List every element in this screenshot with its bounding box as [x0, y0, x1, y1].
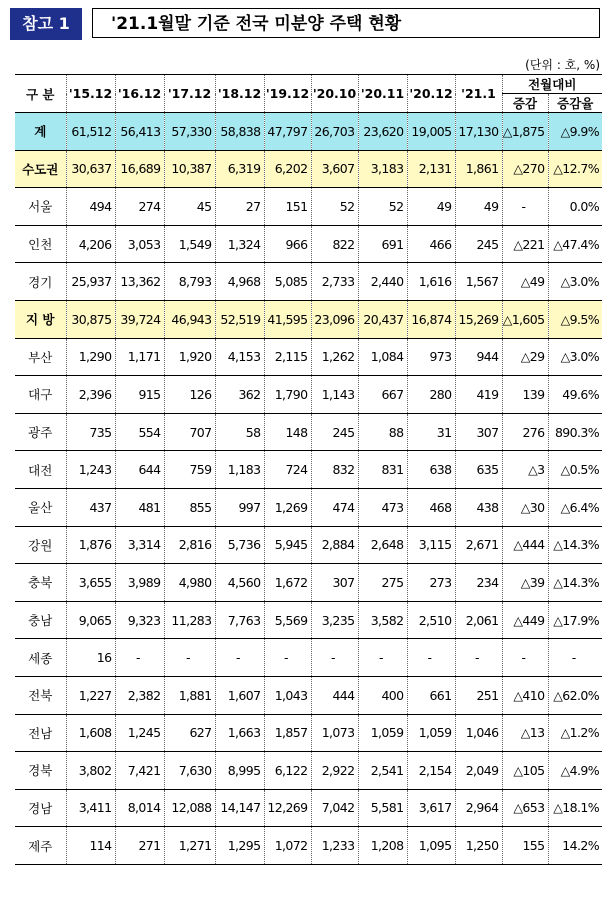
count-cell: 2,671	[455, 526, 502, 564]
region-label: 대전	[15, 451, 66, 489]
table-row	[15, 263, 602, 301]
count-cell: 1,208	[358, 827, 407, 865]
count-cell: 2,049	[455, 752, 502, 790]
count-cell: 1,046	[455, 714, 502, 752]
table-row	[15, 451, 602, 489]
count-cell: 3,802	[66, 752, 115, 790]
count-cell: -	[164, 639, 215, 677]
table-row	[15, 376, 602, 414]
count-cell: 466	[407, 225, 455, 263]
count-cell: 661	[407, 676, 455, 714]
count-cell: 735	[66, 413, 115, 451]
count-cell: 307	[311, 564, 358, 602]
count-cell: 4,980	[164, 564, 215, 602]
table-row	[15, 827, 602, 865]
page-title: '21.1월말 기준 전국 미분양 주택 현황	[92, 8, 600, 38]
count-cell: 3,235	[311, 601, 358, 639]
table-row	[15, 789, 602, 827]
count-cell: 58,838	[215, 113, 264, 151]
change-cell: 276	[502, 413, 548, 451]
count-cell: 49	[407, 188, 455, 226]
count-cell: 1,616	[407, 263, 455, 301]
count-cell: 667	[358, 376, 407, 414]
count-cell: -	[115, 639, 164, 677]
count-cell: 4,153	[215, 338, 264, 376]
count-cell: -	[407, 639, 455, 677]
table-row	[15, 338, 602, 376]
count-cell: 474	[311, 488, 358, 526]
region-label: 부산	[15, 338, 66, 376]
count-cell: 30,875	[66, 300, 115, 338]
count-cell: 5,581	[358, 789, 407, 827]
count-cell: 1,183	[215, 451, 264, 489]
count-cell: 2,541	[358, 752, 407, 790]
count-cell: 1,607	[215, 676, 264, 714]
count-cell: 16,874	[407, 300, 455, 338]
region-label: 세종	[15, 639, 66, 677]
region-label: 충남	[15, 601, 66, 639]
count-cell: 20,437	[358, 300, 407, 338]
count-cell: 1,663	[215, 714, 264, 752]
count-cell: 16,689	[115, 150, 164, 188]
change-rate-cell: △14.3%	[548, 526, 602, 564]
count-cell: 2,396	[66, 376, 115, 414]
region-label: 경기	[15, 263, 66, 301]
count-cell: 274	[115, 188, 164, 226]
count-cell: 2,648	[358, 526, 407, 564]
change-cell: △1,875	[502, 113, 548, 151]
period-header: '15.12	[66, 75, 115, 113]
count-cell: 915	[115, 376, 164, 414]
count-cell: 307	[455, 413, 502, 451]
reference-badge: 참고 1	[10, 8, 82, 40]
change-cell: 155	[502, 827, 548, 865]
count-cell: 1,549	[164, 225, 215, 263]
count-cell: 6,202	[264, 150, 311, 188]
count-cell: 45	[164, 188, 215, 226]
change-rate-cell: △1.2%	[548, 714, 602, 752]
table-row	[15, 639, 602, 677]
count-cell: 4,560	[215, 564, 264, 602]
period-header: '21.1	[455, 75, 502, 113]
count-cell: -	[455, 639, 502, 677]
count-cell: 41,595	[264, 300, 311, 338]
count-cell: 855	[164, 488, 215, 526]
region-label: 인천	[15, 225, 66, 263]
count-cell: 635	[455, 451, 502, 489]
change-cell: △13	[502, 714, 548, 752]
count-cell: 7,421	[115, 752, 164, 790]
count-cell: 88	[358, 413, 407, 451]
count-cell: 245	[455, 225, 502, 263]
table-row	[15, 113, 602, 151]
count-cell: 644	[115, 451, 164, 489]
count-cell: 2,061	[455, 601, 502, 639]
count-cell: 2,510	[407, 601, 455, 639]
unit-label: (단위 : 호, %)	[525, 58, 600, 72]
count-cell: 997	[215, 488, 264, 526]
count-cell: 9,065	[66, 601, 115, 639]
count-cell: 47,797	[264, 113, 311, 151]
count-cell: 2,922	[311, 752, 358, 790]
count-cell: 494	[66, 188, 115, 226]
count-cell: 46,943	[164, 300, 215, 338]
count-cell: 724	[264, 451, 311, 489]
count-cell: 4,206	[66, 225, 115, 263]
count-cell: 56,413	[115, 113, 164, 151]
count-cell: 362	[215, 376, 264, 414]
period-header: '18.12	[215, 75, 264, 113]
period-header: '20.12	[407, 75, 455, 113]
count-cell: 8,793	[164, 263, 215, 301]
count-cell: 1,043	[264, 676, 311, 714]
count-cell: 13,362	[115, 263, 164, 301]
count-cell: 1,672	[264, 564, 311, 602]
count-cell: 1,271	[164, 827, 215, 865]
table-row	[15, 752, 602, 790]
count-cell: 973	[407, 338, 455, 376]
count-cell: -	[358, 639, 407, 677]
count-cell: 16	[66, 639, 115, 677]
count-cell: 245	[311, 413, 358, 451]
count-cell: 438	[455, 488, 502, 526]
count-cell: 1,295	[215, 827, 264, 865]
region-label: 광주	[15, 413, 66, 451]
count-cell: 9,323	[115, 601, 164, 639]
period-header: '17.12	[164, 75, 215, 113]
count-cell: 251	[455, 676, 502, 714]
count-cell: 30,637	[66, 150, 115, 188]
change-cell: △444	[502, 526, 548, 564]
change-rate-cell: △9.9%	[548, 113, 602, 151]
region-label: 대구	[15, 376, 66, 414]
count-cell: 707	[164, 413, 215, 451]
region-label: 지 방	[15, 300, 66, 338]
count-cell: 2,884	[311, 526, 358, 564]
count-cell: 23,620	[358, 113, 407, 151]
count-cell: 52	[358, 188, 407, 226]
table-row	[15, 188, 602, 226]
count-cell: 1,072	[264, 827, 311, 865]
change-cell: △653	[502, 789, 548, 827]
change-rate-header: 증감율	[548, 94, 602, 113]
count-cell: 151	[264, 188, 311, 226]
change-cell: △221	[502, 225, 548, 263]
change-rate-cell: △18.1%	[548, 789, 602, 827]
change-rate-cell: △12.7%	[548, 150, 602, 188]
table-header-row	[15, 75, 602, 94]
compare-header: 전월대비	[502, 75, 602, 94]
change-cell: △105	[502, 752, 548, 790]
count-cell: 1,920	[164, 338, 215, 376]
change-rate-cell: 14.2%	[548, 827, 602, 865]
count-cell: 1,857	[264, 714, 311, 752]
change-rate-cell: 890.3%	[548, 413, 602, 451]
count-cell: 26,703	[311, 113, 358, 151]
change-rate-cell: △3.0%	[548, 263, 602, 301]
period-header: '20.10	[311, 75, 358, 113]
change-cell: △29	[502, 338, 548, 376]
change-cell: △410	[502, 676, 548, 714]
count-cell: 3,617	[407, 789, 455, 827]
count-cell: 19,005	[407, 113, 455, 151]
count-cell: 2,733	[311, 263, 358, 301]
count-cell: 275	[358, 564, 407, 602]
region-label: 경남	[15, 789, 66, 827]
count-cell: 57,330	[164, 113, 215, 151]
count-cell: 2,816	[164, 526, 215, 564]
change-rate-cell: △14.3%	[548, 564, 602, 602]
count-cell: 5,569	[264, 601, 311, 639]
count-cell: 25,937	[66, 263, 115, 301]
count-cell: 473	[358, 488, 407, 526]
count-cell: 52,519	[215, 300, 264, 338]
count-cell: 10,387	[164, 150, 215, 188]
count-cell: 437	[66, 488, 115, 526]
count-cell: 39,724	[115, 300, 164, 338]
change-rate-cell: -	[548, 639, 602, 677]
change-rate-cell: △47.4%	[548, 225, 602, 263]
count-cell: 27	[215, 188, 264, 226]
count-cell: 8,995	[215, 752, 264, 790]
count-cell: 1,567	[455, 263, 502, 301]
count-cell: 691	[358, 225, 407, 263]
count-cell: 3,115	[407, 526, 455, 564]
count-cell: 638	[407, 451, 455, 489]
count-cell: 400	[358, 676, 407, 714]
count-cell: 23,096	[311, 300, 358, 338]
count-cell: 554	[115, 413, 164, 451]
region-label: 울산	[15, 488, 66, 526]
count-cell: 944	[455, 338, 502, 376]
table-row	[15, 526, 602, 564]
change-rate-cell: △0.5%	[548, 451, 602, 489]
count-cell: 5,945	[264, 526, 311, 564]
count-cell: 4,968	[215, 263, 264, 301]
count-cell: 1,608	[66, 714, 115, 752]
count-cell: 1,059	[358, 714, 407, 752]
region-label: 전남	[15, 714, 66, 752]
count-cell: 234	[455, 564, 502, 602]
change-cell: △449	[502, 601, 548, 639]
count-cell: 1,876	[66, 526, 115, 564]
count-cell: 2,115	[264, 338, 311, 376]
table-row	[15, 150, 602, 188]
unsold-housing-table	[15, 74, 602, 865]
count-cell: 822	[311, 225, 358, 263]
count-cell: 1,324	[215, 225, 264, 263]
count-cell: 2,131	[407, 150, 455, 188]
change-cell: 139	[502, 376, 548, 414]
count-cell: 468	[407, 488, 455, 526]
table-row	[15, 225, 602, 263]
count-cell: -	[215, 639, 264, 677]
count-cell: 1,227	[66, 676, 115, 714]
count-cell: 15,269	[455, 300, 502, 338]
header	[10, 8, 600, 40]
change-rate-cell: △17.9%	[548, 601, 602, 639]
count-cell: 5,085	[264, 263, 311, 301]
change-rate-cell: △6.4%	[548, 488, 602, 526]
count-cell: 419	[455, 376, 502, 414]
count-cell: 627	[164, 714, 215, 752]
count-cell: 1,861	[455, 150, 502, 188]
region-label: 강원	[15, 526, 66, 564]
table-row	[15, 714, 602, 752]
count-cell: 3,411	[66, 789, 115, 827]
count-cell: 1,243	[66, 451, 115, 489]
change-header: 증감	[502, 94, 548, 113]
count-cell: 61,512	[66, 113, 115, 151]
count-cell: 1,262	[311, 338, 358, 376]
count-cell: 3,314	[115, 526, 164, 564]
change-cell: △3	[502, 451, 548, 489]
region-label: 제주	[15, 827, 66, 865]
count-cell: 7,630	[164, 752, 215, 790]
count-cell: 1,233	[311, 827, 358, 865]
count-cell: 12,269	[264, 789, 311, 827]
count-cell: 2,382	[115, 676, 164, 714]
region-label: 전북	[15, 676, 66, 714]
count-cell: 2,964	[455, 789, 502, 827]
count-cell: 126	[164, 376, 215, 414]
count-cell: 7,042	[311, 789, 358, 827]
label-header: 구 분	[15, 75, 66, 113]
count-cell: 58	[215, 413, 264, 451]
count-cell: 444	[311, 676, 358, 714]
region-label: 수도권	[15, 150, 66, 188]
change-cell: -	[502, 639, 548, 677]
count-cell: 1,881	[164, 676, 215, 714]
count-cell: -	[311, 639, 358, 677]
count-cell: 148	[264, 413, 311, 451]
count-cell: 3,655	[66, 564, 115, 602]
region-label: 경북	[15, 752, 66, 790]
count-cell: 3,989	[115, 564, 164, 602]
period-header: '16.12	[115, 75, 164, 113]
count-cell: 12,088	[164, 789, 215, 827]
count-cell: 2,440	[358, 263, 407, 301]
change-cell: △39	[502, 564, 548, 602]
region-label: 충북	[15, 564, 66, 602]
change-rate-cell: △9.5%	[548, 300, 602, 338]
count-cell: 5,736	[215, 526, 264, 564]
count-cell: 8,014	[115, 789, 164, 827]
count-cell: 6,122	[264, 752, 311, 790]
period-header: '19.12	[264, 75, 311, 113]
period-header: '20.11	[358, 75, 407, 113]
table-row	[15, 601, 602, 639]
count-cell: 52	[311, 188, 358, 226]
count-cell: 966	[264, 225, 311, 263]
count-cell: 6,319	[215, 150, 264, 188]
change-cell: △30	[502, 488, 548, 526]
count-cell: 1,059	[407, 714, 455, 752]
count-cell: 481	[115, 488, 164, 526]
table-row	[15, 564, 602, 602]
region-label: 계	[15, 113, 66, 151]
count-cell: 11,283	[164, 601, 215, 639]
count-cell: 831	[358, 451, 407, 489]
count-cell: 14,147	[215, 789, 264, 827]
count-cell: 273	[407, 564, 455, 602]
change-rate-cell: △3.0%	[548, 338, 602, 376]
count-cell: 3,582	[358, 601, 407, 639]
count-cell: 2,154	[407, 752, 455, 790]
count-cell: 832	[311, 451, 358, 489]
count-cell: 3,053	[115, 225, 164, 263]
count-cell: 1,790	[264, 376, 311, 414]
count-cell: 3,183	[358, 150, 407, 188]
table-row	[15, 300, 602, 338]
change-cell: △1,605	[502, 300, 548, 338]
change-cell: △49	[502, 263, 548, 301]
count-cell: 1,250	[455, 827, 502, 865]
table-row	[15, 413, 602, 451]
count-cell: 17,130	[455, 113, 502, 151]
count-cell: 49	[455, 188, 502, 226]
count-cell: 1,143	[311, 376, 358, 414]
change-rate-cell: 49.6%	[548, 376, 602, 414]
count-cell: 7,763	[215, 601, 264, 639]
count-cell: 1,290	[66, 338, 115, 376]
count-cell: -	[264, 639, 311, 677]
count-cell: 271	[115, 827, 164, 865]
count-cell: 31	[407, 413, 455, 451]
table-row	[15, 488, 602, 526]
count-cell: 1,073	[311, 714, 358, 752]
change-rate-cell: △62.0%	[548, 676, 602, 714]
count-cell: 1,095	[407, 827, 455, 865]
table-row	[15, 676, 602, 714]
count-cell: 3,607	[311, 150, 358, 188]
change-cell: △270	[502, 150, 548, 188]
change-rate-cell: △4.9%	[548, 752, 602, 790]
count-cell: 280	[407, 376, 455, 414]
change-rate-cell: 0.0%	[548, 188, 602, 226]
count-cell: 1,269	[264, 488, 311, 526]
count-cell: 114	[66, 827, 115, 865]
count-cell: 1,084	[358, 338, 407, 376]
region-label: 서울	[15, 188, 66, 226]
count-cell: 1,245	[115, 714, 164, 752]
count-cell: 759	[164, 451, 215, 489]
count-cell: 1,171	[115, 338, 164, 376]
change-cell: -	[502, 188, 548, 226]
